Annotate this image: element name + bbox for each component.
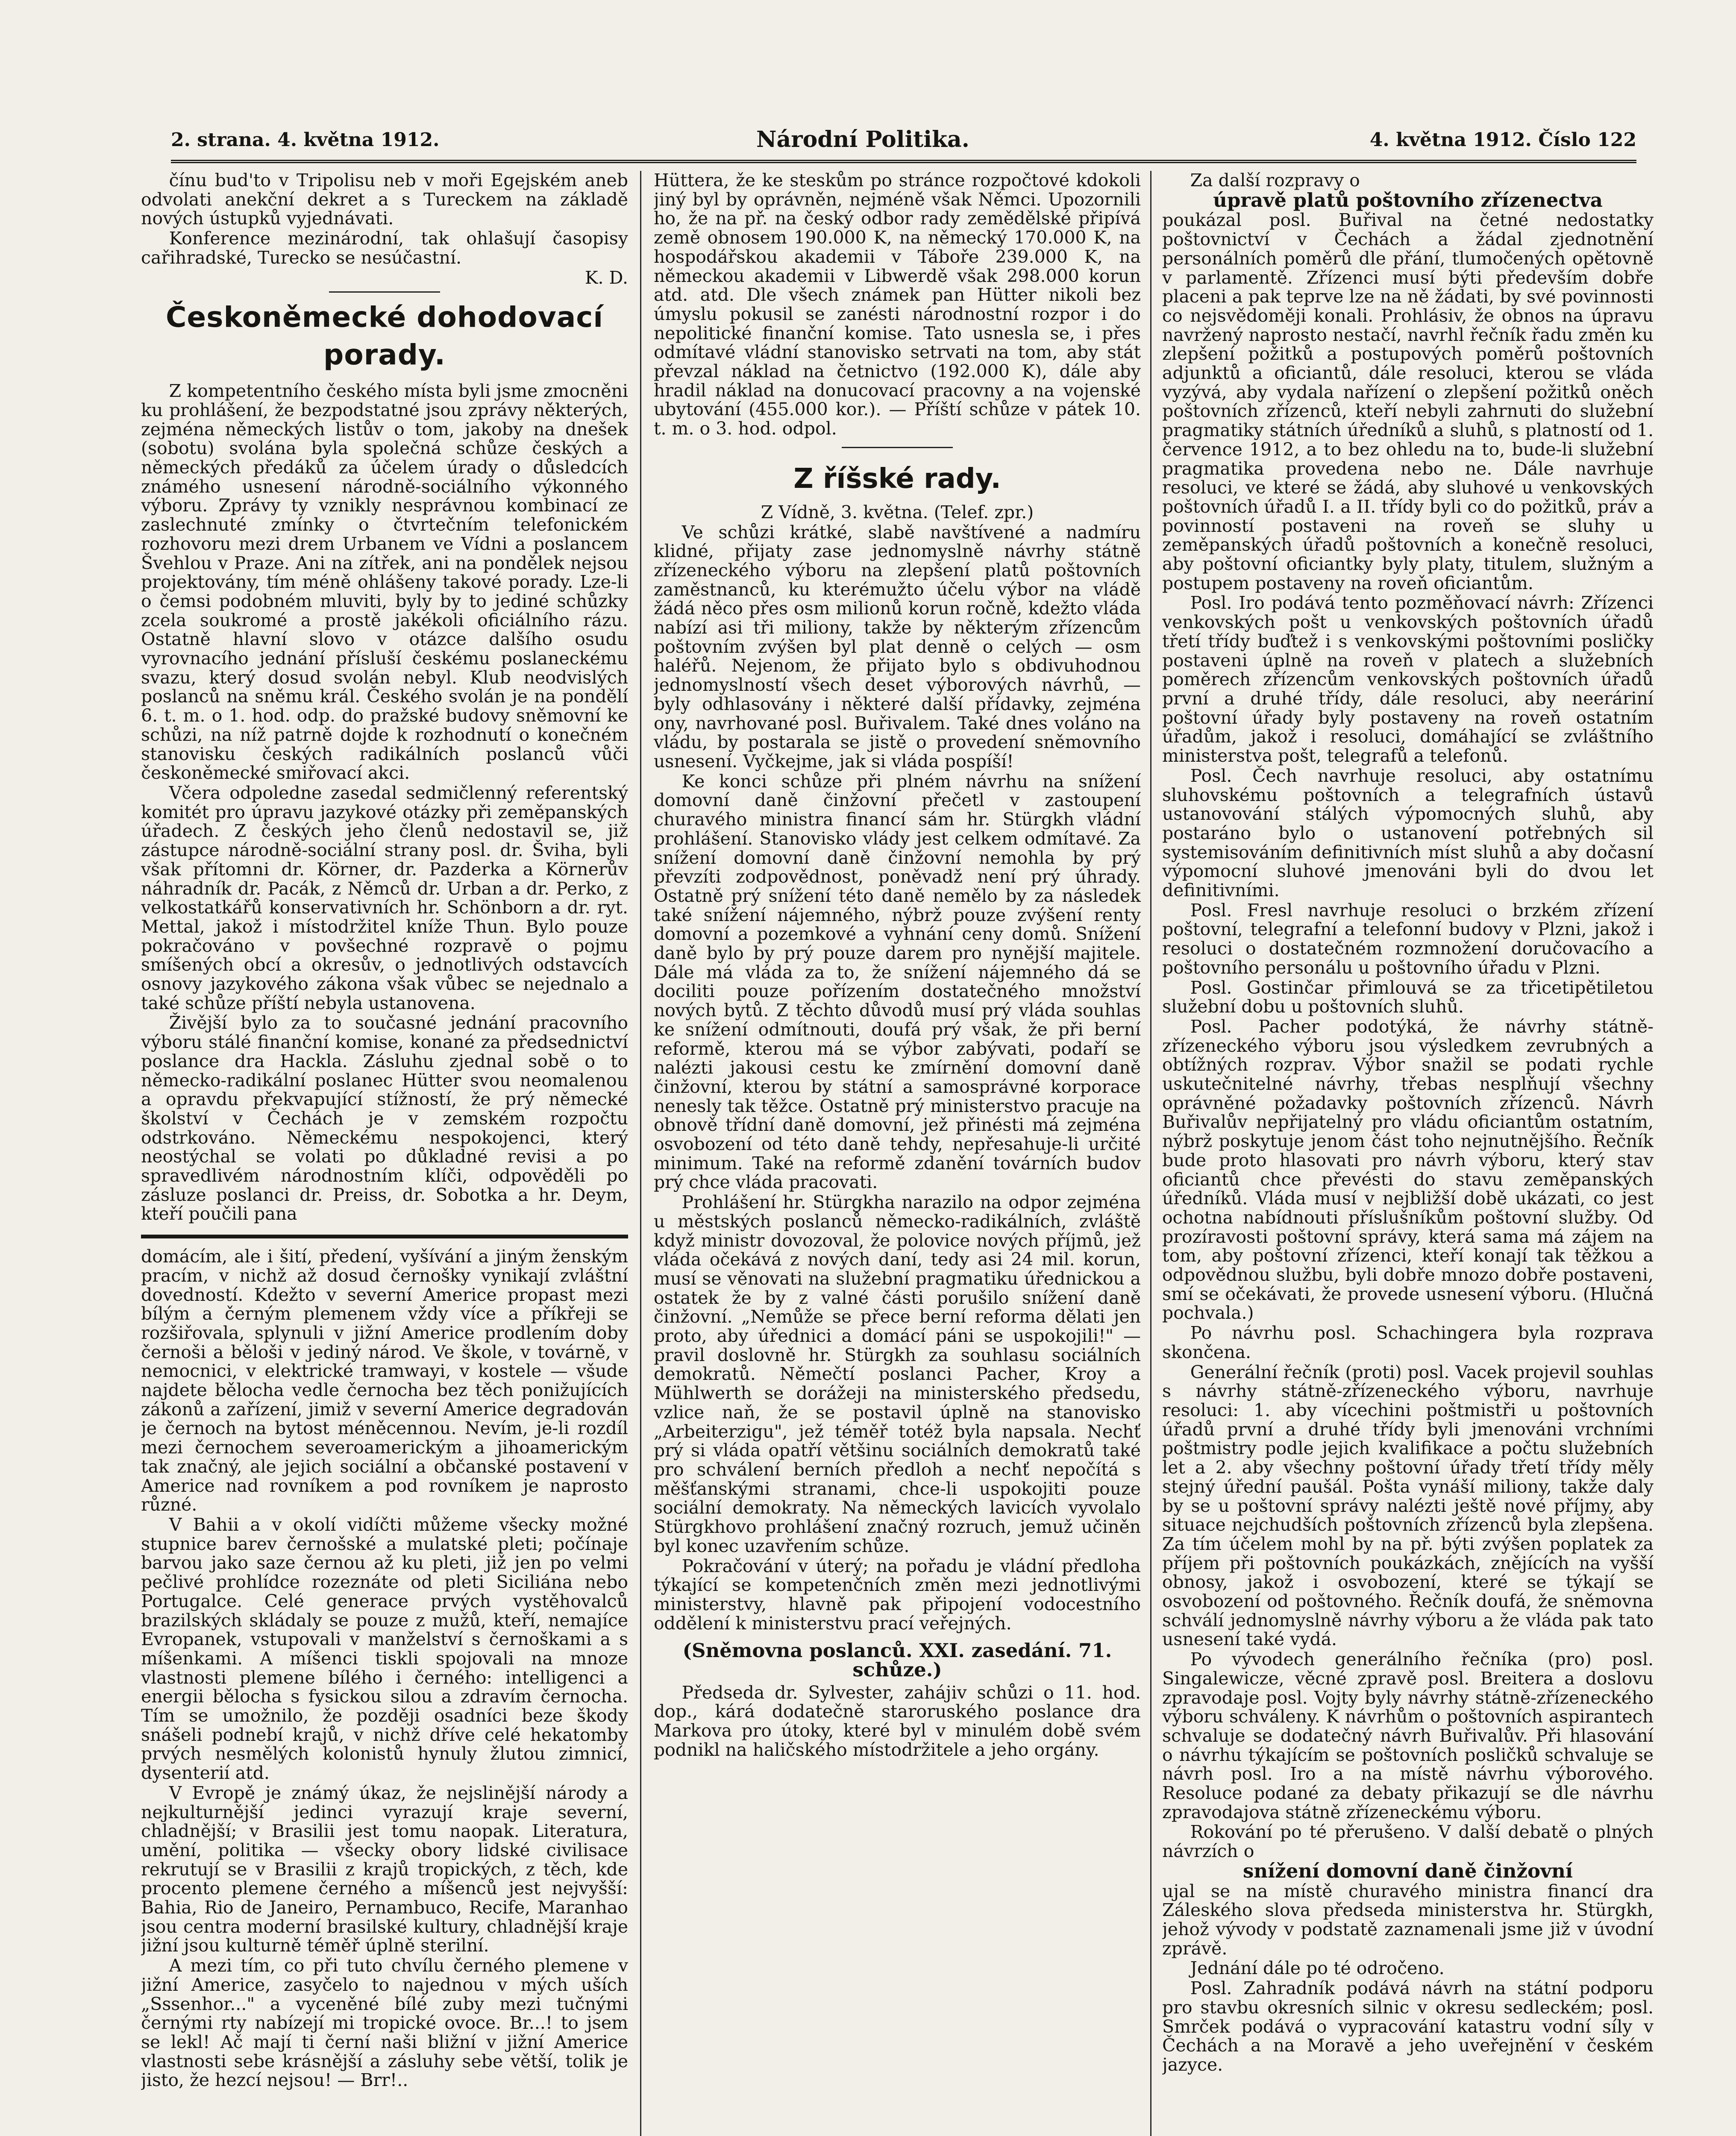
paragraph: Hüttera, že ke steskům po stránce rozpočtové kdokoli jiný byl by oprávněn, nejméně však Němci. Upozornili ho, že na př. na český odbor rady zemědělské připívá země obnosem 190.000 K, na německý 170.000 K, na hospodářskou akademii v Táboře 239.000 K, na německou akademii v Libwerdě však 298.000 korun atd. atd. Dle všech známek pan Hütter nikoli bez úmyslu pokusil se zanésti národnostní rozpor i do nepolitické finanční komise. Tato usnesla se, i přes odmítavé vládní stanovisko setrvati na tom, aby stát převzal náklad na četnictvo (192.000 K), dále aby hradil náklad na donucovací pracovny a na vojenské ubytování (455.000 kor.). — Příští schůze v pátek 10. t. m. o 3. hod. odpol. xyxy=(654,171,1141,439)
paragraph: Posl. Čech navrhuje resoluci, aby ostatnímu sluhovskému poštovních a telegrafních ústavů ustanovování stálých výpomocných sluhů, aby postaráno bylo o ustanovení potřebných sil systemisováním definitivních míst sluhů a aby dočasní výpomocní sluhové jmenováni byli do dvou let definitivními. xyxy=(1162,765,1654,901)
subheading: snížení domovní daně činžovní xyxy=(1243,1859,1573,1882)
masthead-title: Národní Politika. xyxy=(756,126,969,153)
article-headline: Z říšské rady. xyxy=(793,463,1001,495)
paragraph: Pokračování v úterý; na pořadu je vládní předloha týkající se kompetenčních změn mezi jednotlivými ministerstvy, hlavně pak připojení vodocestního oddělení k ministerstvu prací veřejných. xyxy=(654,1555,1141,1634)
dateline: Z Vídně, 3. května. (Telef. zpr.) xyxy=(761,502,1034,522)
page-header xyxy=(171,128,1636,163)
signature: K. D. xyxy=(585,267,628,288)
paragraph: domácím, ale i šití, předení, vyšívání a jiným ženským pracím, v nichž až dosud černošky vynikají zvláštní dovedností. Kdežto v severní Americe propast mezi bílým a černým plemenem vždy více a příkřeji se rozšiřovala, splynuli v jižní Americe prodlením doby černoši a běloši v jediný národ. Ve škole, v továrně, v nemocnici, v elektrické tramwayi, v kostele — všude najdete bělocha vedle černocha bez těch ponižujících zákonů a zařízení, jimiž v severní Americe degradován je černoch na bytost méněcennou. Nevím, je-li rozdíl mezi černochem severoamerickým a jihoamerickým tak značný, ale jejich sociální a občanské postavení v Americe nad rovníkem a pod rovníkem je naprosto různé. xyxy=(141,1246,628,1515)
paragraph: Živější bylo za to současné jednání pracovního výboru stálé finanční komise, konané za předsednictví poslance dra Hackla. Zásluhu zjednal sobě o to německo-radikální poslanec Hütter svou neomalenou a opravdu překvapující stížností, že prý německé školství v Čechách je v zemském rozpočtu odstrkováno. Německému nespokojenci, který neostýchal se volati po důkladné revisi a po spravedlivém národnostním klíči, odpověděli po zásluze poslanci dr. Preiss, dr. Sobotka a hr. Deym, kteří poučili pana xyxy=(141,1012,628,1224)
article-headline: Českoněmecké dohodovací porady. xyxy=(165,301,604,372)
paragraph: čínu bud'to v Tripolisu neb v moři Egejském aneb odvolati anekční dekret a s Tureckem na základě nových ústupků vyjednávati. xyxy=(141,171,628,229)
paragraph: poukázal posl. Buřival na četné nedostatky poštovnictví v Čechách a žádal zjednotnění personálních poměrů dle přání, tlumočených opětovně v parlamentě. Zřízenci musí býti především dobře placeni a pak teprve lze na ně žádati, by své povinnosti co nejsvědoměji konali. Prohlásiv, že obnos na úpravu navržený naprosto nestačí, navrhl řečník řadu změn ku zlepšení požitků a postupových poměrů poštovních adjunktů a oficiantů, dále resoluci, kterou se vláda vyzývá, aby vydala nařízení o zlepšení požitků oněch poštovních zřízenců, kteří nebyli zahrnuti do služební pragmatiky státních úředníků a sluhů, s platností od 1. července 1912, a to bez ohledu na to, bude-li služební pragmatika provedena nebo ne. Dále navrhuje resoluci, ve které se žádá, aby sluhové u venkovských poštovních úřadů I. a II. třídy byli co do požitků, práv a povinností postaveni na roveň se sluhy u zeměpanských úřadů poštovních a konečně resoluci, aby poštovní oficiantky byly platy, titulem, služným a postupem postaveny na roveň oficiantům. xyxy=(1162,210,1654,593)
paragraph: Posl. Fresl navrhuje resoluci o brzkém zřízení poštovní, telegrafní a telefonní budovy v Plzni, jakož i resoluci o dostatečném rozmnožení doručovacího a poštovního personálu u poštovního úřadu v Plzni. xyxy=(1162,900,1654,978)
divider xyxy=(329,291,440,293)
feuilleton-rule xyxy=(141,1235,628,1238)
paragraph: V Bahii a v okolí vidíčti můžeme všecky možné stupnice barev černošské a mulatské pleti; počínaje barvou jako saze černou až ku pleti, již jen po velmi pečlivé prohlídce rozeznáte od pleti Siciliána nebo Portugalce. Celé generace prvých vystěhovalců brazilských skládaly se pouze z mužů, kteří, nemajíce Evropanek, vstupovali v manželství s černoškami a s míšenkami. A míšenci tiskli spojovali na mnoze vlastnosti plemene bílého i černého: intelligenci a energii bělocha s fysickou silou a zdravím černocha. Tím se umožnilo, že později osadníci beze škody snášeli podnebí krajů, v nichž dříve celé hekatomby prvých nesmělých kolonistů hynuly žlutou zimnicí, dysenterií atd. xyxy=(141,1514,628,1784)
column-1 xyxy=(141,171,628,2136)
paragraph: Ve schůzi krátké, slabě navštívené a nadmíru klidné, přijaty zase jednomyslně návrhy státně zřízeneckého výboru na zlepšení platů poštovních zaměstnanců, ku kterémužto účelu výbor na vládě žádá něco přes osm milionů korun ročně, kdežto vláda nabízí asi tři miliony, takže by některým zřízencům poštovním zvýšen byl plat denně o celých — osm haléřů. Nejenom, že přijato bylo s obdivuhodnou jednomyslností všech deset výborových návrhů, — byly odhlasovány i některé další přídavky, zejména ony, navrhované posl. Buřivalem. Také dnes voláno na vládu, by postarala se jistě o provedení sněmovního usnesení. Vyčkejme, jak si vláda pospíší! xyxy=(654,522,1141,772)
paragraph: Prohlášení hr. Stürgkha narazilo na odpor zejména u městských poslanců německo-radikálních, zvláště když ministr dovozoval, že polovice nových příjmů, jež vláda očekává z nových daní, tedy asi 24 mil. korun, musí se věnovati na služební pragmatiku úřednickou a ostatek že by z valné části porušilo snížení daně činžovní. „Nemůže se přece berní reforma dělati jen proto, aby úřednici a domácí páni se uspokojili!" — pravil doslovně hr. Stürgkh za souhlasu sociálních demokratů. Němečtí poslanci Pacher, Kroy a Mühlwerth se dorážeji na ministerského předsedu, vzlice naň, že se postavil úplně na stanovisko „Arbeiterzigu", jež téměř totéž byla napsala. Nechť prý si vláda opatří většinu sociálních demokratů také pro schválení berních předloh a nechť nepočítá s měšťanskými stranami, chce-li uspokojiti pouze sociální demokraty. Na německých lavicích vyvolalo Stürgkhovo prohlášení značný rozruch, jemuž učiněn byl konec uzavřením schůze. xyxy=(654,1192,1141,1556)
paragraph: Předseda dr. Sylvester, zahájiv schůzi o 11. hod. dop., kárá dodatečně staroruského poslance dra Markova pro útoky, které byl v minulém době svém podnikl na haličského místodržitele a jeho orgány. xyxy=(654,1682,1141,1760)
paragraph: V Evropě je známý úkaz, že nejslinější národy a nejkulturnější jedinci vyrazují kraje severní, chladnější; v Brasilii jest tomu naopak. Literatura, umění, politika — všecky obory lidské civilisace rekrutují se v Brasilii z krajů tropických, z těch, kde procento plemene černého a míšenců jest nejvyšší: Bahia, Rio de Janeiro, Pernambuco, Recife, Maranhao jsou centra moderní brasilské kultury, chladnější kraje jižní jsou kulturně téměř úplně sterilní. xyxy=(141,1782,628,1956)
paragraph: A mezi tím, co při tuto chvílu černého plemene v jižní Americe, zasyčelo to najednou v mých uších „Sssenhor..." a vyceněné bílé zuby mezi tučnými černými rty nabízejí mi tropické ovoce. Br...! to jsem se lekl! Ač mají ti černí naši bližní v jižní Americe vlastnosti sebe krásnější a zásluhy sebe větší, tolik je jisto, že hezcí nejsou! — Brr!.. xyxy=(141,1955,628,2091)
paragraph: Včera odpoledne zasedal sedmičlenný referentský komitét pro úpravu jazykové otázky při zeměpanských úřadech. Z českých jeho členů nedostavil se, již zástupce národně-sociální strany posl. dr. Šviha, byli však přítomni dr. Körner, dr. Pazderka a Körnerův náhradník dr. Pacák, z Němců dr. Urban a dr. Perko, z velkostatkářů konservativních hr. Schönborn a dr. ryt. Mettal, jakož i místodržitel kníže Thun. Bylo pouze pokračováno v povšechné rozpravě o pojmu smíšených obcí a okresův, o jednotlivých odstavcích osnovy jazykového zákona však vůbec se nejednalo a také schůze příští nebyla ustanovena. xyxy=(141,782,628,1013)
column-3 xyxy=(1162,171,1654,2136)
paragraph: ujal se na místě churavého ministra financí dra Záleského slova předseda ministerstva hr. Stürgkh, jehož vývody v podstatě zaznamenali jsme již v úvodní zprávě. xyxy=(1162,1881,1654,1959)
paragraph: Za další rozpravy o xyxy=(1190,171,1360,191)
paragraph: Z kompetentního českého místa byli jsme zmocněni ku prohlášení, že bezpodstatné jsou zprávy některých, zejména německých listův o tom, jakoby na dnešek (sobotu) svolána byla společná schůze českých a německých předáků za účelem úrady o důsledcích známého usnesení národně-sociálního výkonného výboru. Zprávy ty vznikly nesprávnou kombinací ze zaslechnuté zmínky o čtvrtečním telefonickém rozhovoru mezi drem Urbanem ve Vídni a poslancem Švehlou v Praze. Ani na zítřek, ani na pondělek nejsou projektovány, tím méně ohlášeny takové porady. Lze-li o čemsi podobném mluviti, byly by to jediné schůzky zcela soukromé a prostě jakékoli oficiálního rázu. Ostatně hlavní slovo v otázce dalšího osudu vyrovnacího jednání přísluší českému poslaneckému svazu, který dosud svolán nebyl. Klub neodvislých poslanců na sněmu král. Českého svolán je na pondělí 6. t. m. o 1. hod. odp. do pražské budovy sněmovní ke schůzi, na níž patrně dojde k rozhodnutí o konečném stanovisku českých radikálních poslanců vůči českoněmecké smiřovací akci. xyxy=(141,381,628,783)
paragraph: Po návrhu posl. Schachingera byla rozprava skončena. xyxy=(1162,1323,1654,1362)
session-heading: (Sněmovna poslanců. XXI. zasedání. 71. schůze.) xyxy=(682,1639,1112,1681)
paragraph: Posl. Pacher podotýká, že návrhy státně-zřízeneckého výboru jsou výsledkem zevrubných a obtížných rozprav. Výbor snažil se podati rychle uskutečnitelné návrhy, třebas nesplňují všechny oprávněné požadavky poštovních zřízenců. Návrh Buřivalův nepřijatelný pro vládu oficiantům ostatním, nýbrž poskytuje jenom část toho nejnutnějšího. Řečník bude proto hlasovati pro návrh výboru, který stav oficiantů chce převésti do stavu zeměpanských úředníků. Vláda musí v nejbližší době ukázati, co jest ochotna nabídnouti příslušníkům poštovní služby. Od prozíravosti poštovní správy, která sama má zájem na tom, aby poštovní zřízenci, kteří konají tak těžkou a odpovědnou službu, byli dobře mnozo dobře postaveni, smí se očekávati, že provede usnesení výboru. (Hlučná pochvala.) xyxy=(1162,1016,1654,1323)
paragraph: Konference mezinárodní, tak ohlašují časopisy cařihradské, Turecko se nesúčastní. xyxy=(141,228,628,268)
paragraph: Jednání dále po té odročeno. xyxy=(1190,1958,1445,1979)
divider xyxy=(842,447,953,448)
header-right: 4. května 1912. Číslo 122 xyxy=(1369,129,1636,151)
subheading: úpravě platů poštovního zřízenectva xyxy=(1213,188,1603,211)
paragraph: Generální řečník (proti) posl. Vacek projevil souhlas s návrhy státně-zřízeneckého výboru, navrhuje resoluci: 1. aby vícechini poštmistři u poštovních úřadů první a druhé třídy byli jmenováni vrchními poštmistry podle jejich kvalifikace a počtu služebních let a 2. aby všechny poštovní úřady třetí třídy měly stejný úřední paušál. Pošta vynáší miliony, takže daly by se u poštovní správy nalézti ještě nové příjmy, aby situace nejchudších poštovních zřízenců byla zlepšena. Za tím účelem mohl by na př. býti zvýšen poplatek za příjem při poštovních poukázkách, znějících na vyšší obnosy, jakož i osvobození, které se týkají se osvobození od poštovného. Řečník doufá, že sněmovna schválí jednomyslně návrhy výboru a že vláda pak tato usnesení také vydá. xyxy=(1162,1361,1654,1650)
column-divider xyxy=(1150,171,1151,2136)
paragraph: Po vývodech generálního řečníka (pro) posl. Singalewicze, věcné zpravě posl. Breitera a doslovu zpravodaje posl. Vojty byly návrhy státně-zřízeneckého výboru schváleny. K návrhům o poštovních aspirantech schvaluje se dodatečný návrh Buřivalův. Při hlasování o návrhu týkajícím se poštovních posličků schvaluje se návrh posl. Iro a na místě návrhu výborového. Resoluce podané za debaty přikazují se dle návrhu zpravodajova státně zřízeneckému výboru. xyxy=(1162,1649,1654,1822)
paragraph: Posl. Zahradník podává návrh na státní podporu pro stavbu okresních silnic v okresu sedleckém; posl. Smrček podává o vypracování katastru vodní síly v Čechách a na Moravě a jeho uveřejnění v českém jazyce. xyxy=(1162,1978,1654,2075)
paragraph: Rokování po té přerušeno. V další debatě o plných návrzích o xyxy=(1162,1822,1654,1862)
column-2 xyxy=(654,171,1141,2025)
column-divider xyxy=(640,171,641,2136)
paragraph: Posl. Iro podává tento pozměňovací návrh: Zřízenci venkovských pošt u venkovských poštovních úřadů třetí třídy buďtež i s venkovskými poštovními posličky postaveni úplně na roveň v platech a služebních poměrech zřízencům venkovských poštovních úřadů první a druhé třídy, dále resoluci, aby neeráriní poštovní úřady byly postaveny na roveň ostatním úřadům, jakož i resoluci, domáhající se zvláštního ministerstva pošt, telegrafů a telefonů. xyxy=(1162,593,1654,766)
header-left: 2. strana. 4. května 1912. xyxy=(171,129,440,151)
paragraph: Posl. Gostinčar přimlouvá se za třicetipětiletou služební dobu u poštovních sluhů. xyxy=(1162,977,1654,1017)
paragraph: Ke konci schůze při plném návrhu na snížení domovní daně činžovní přečetl v zastoupení churavého ministra financí sám hr. Stürgkh vládní prohlášení. Stanovisko vlády jest celkem odmítavé. Za snížení domovní daně činžovní nemohla by prý převzíti zodpovědnost, poněvadž není prý úhrady. Ostatně prý snížení této daně nemělo by za následek také snížení nájemného, nýbrž pouze zvýšení renty domovní a pozemkové a vyhnání ceny domů. Snížení daně bylo by prý pouze darem pro nynější majitele. Dále má vláda za to, že snížení nájemného dá se dociliti pouze pořízením dostatečného množství nových bytů. Z těchto důvodů musí prý vláda souhlas ke snížení odmítnouti, doufá prý však, že při berní reformě, kterou má se výbor zabývati, podaří se nalézti jakousi cestu ke zmírnění domovní daně činžovní, kterou by státní a samosprávné korporace nenesly tak těžce. Ostatně prý ministerstvo pracuje na obnově třídní daně domovní, jež přinésti má zejména osvobození od této daně tehdy, nepřesahuje-li určité minimum. Také na reformě zdanění továrních budov prý chce vláda pracovati. xyxy=(654,771,1141,1193)
